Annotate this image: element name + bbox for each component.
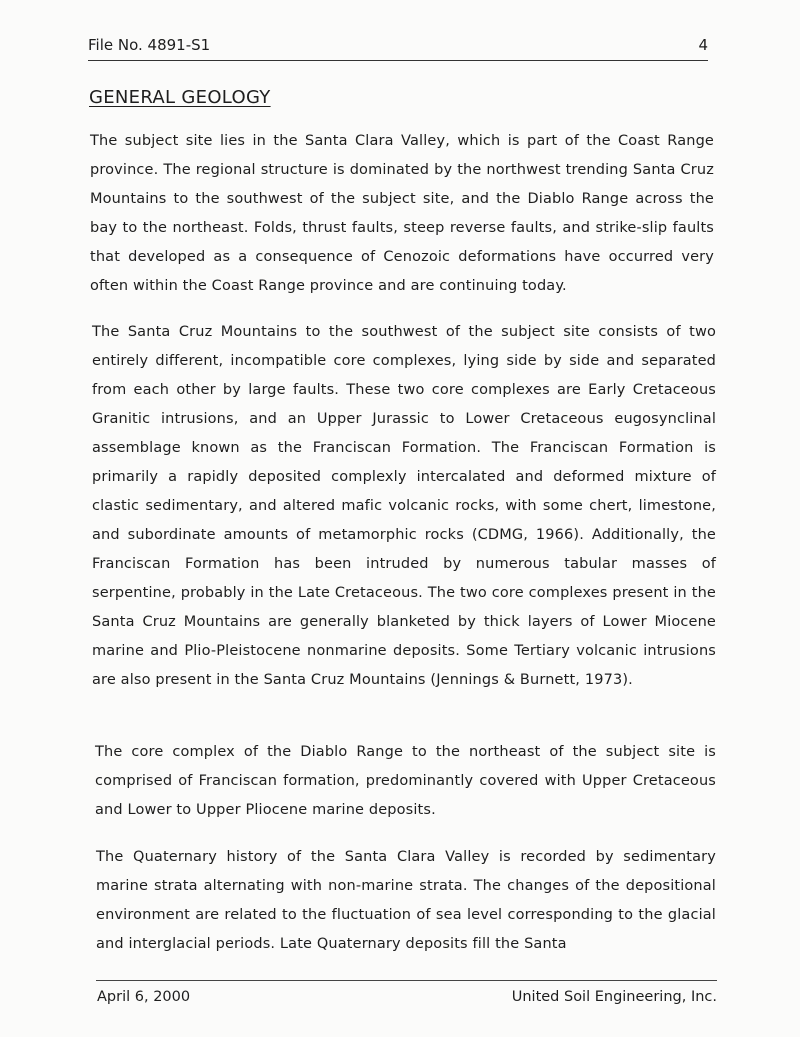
page-number: 4 <box>698 36 708 54</box>
paragraph-quaternary-history: The Quaternary history of the Santa Clara Valley is recorded by sedimentary marine strata alternating with non-marine strata. The changes of the depositional environment are related to the fluctuation of sea level corresponding to the glacial and interglacial periods. Late Quaternary deposits fill the Santa <box>96 849 716 952</box>
paragraph-diablo-range: The core complex of the Diablo Range to the northeast of the subject site is comprised of Franciscan formation, predominantly covered with Upper Cretaceous and Lower to Upper Pliocene marine deposits. <box>95 744 716 818</box>
section-title: GENERAL GEOLOGY <box>89 87 271 108</box>
page-footer <box>96 980 717 1009</box>
report-date: April 6, 2000 <box>97 989 191 1005</box>
company-name: United Soil Engineering, Inc. <box>511 989 717 1005</box>
paragraph-regional-setting: The subject site lies in the Santa Clara Valley, which is part of the Coast Range province. The regional structure is dominated by the northwest trending Santa Cruz Mountains to the southwest of the subject site, and the Diablo Range across the bay to the northeast. Folds, thrust faults, steep reverse faults, and strike-slip faults that developed as a consequence of Cenozoic deformations have occurred very often within the Coast Range province and are continuing today. <box>90 133 714 294</box>
file-number: File No. 4891-S1 <box>88 36 211 54</box>
page-header <box>88 36 708 61</box>
paragraph-santa-cruz-mountains: The Santa Cruz Mountains to the southwest of the subject site consists of two entirely different, incompatible core complexes, lying side by side and separated from each other by large faults. These two core complexes are Early Cretaceous Granitic intrusions, and an Upper Jurassic to Lower Cretaceous eugosynclinal assemblage known as the Franciscan Formation. The Franciscan Formation is primarily a rapidly deposited complexly intercalated and deformed mixture of clastic sedimentary, and altered mafic volcanic rocks, with some chert, limestone, and subordinate amounts of metamorphic rocks (CDMG, 1966). Additionally, the Franciscan Formation has been intruded by numerous tabular masses of serpentine, probably in the Late Cretaceous. The two core complexes present in the Santa Cruz Mountains are generally blanketed by thick layers of Lower Miocene marine and Plio-Pleistocene nonmarine deposits. Some Tertiary volcanic intrusions are also present in the Santa Cruz Mountains (Jennings & Burnett, 1973). <box>92 324 716 688</box>
